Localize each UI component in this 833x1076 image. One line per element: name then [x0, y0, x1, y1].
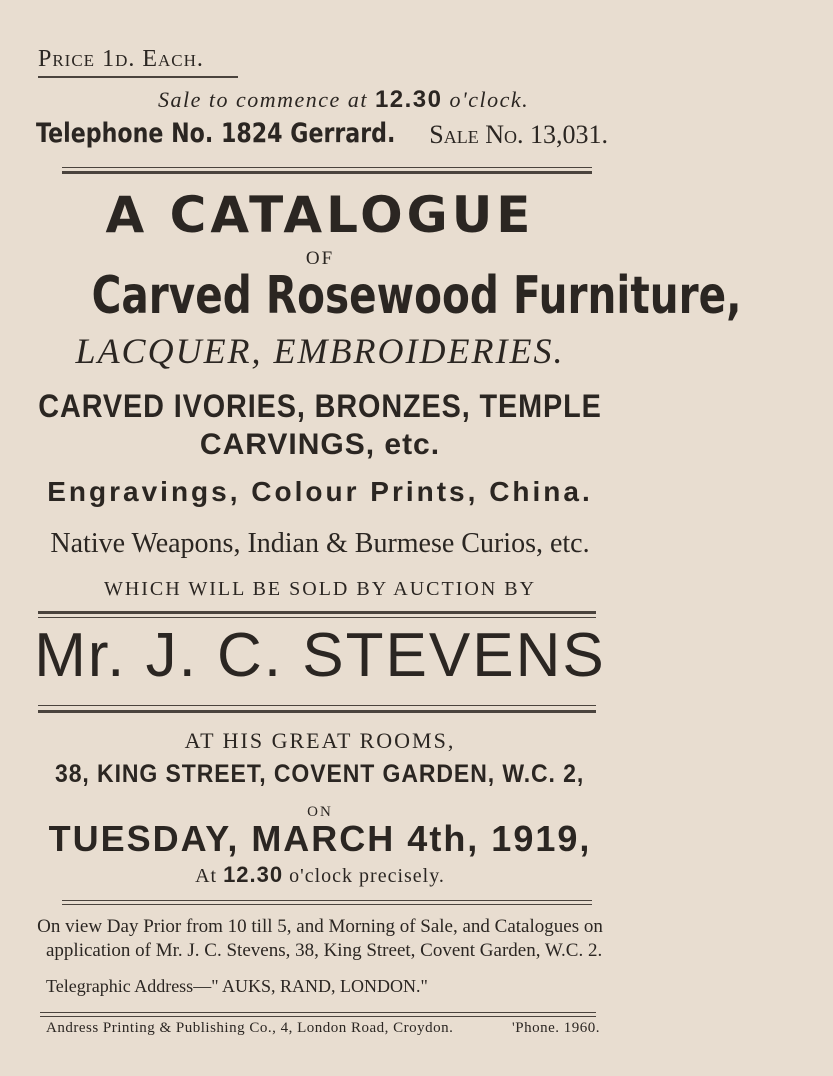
auction-intro — [0, 578, 640, 601]
title-ivories-text: CARVED IVORIES, BRONZES, TEMPLE — [38, 388, 602, 424]
rooms-text: AT HIS GREAT ROOMS, — [184, 728, 456, 753]
price-underline — [38, 76, 238, 78]
title-furniture — [0, 266, 742, 326]
title-engravings — [0, 476, 640, 509]
printer-text: Andress Printing & Publishing Co., 4, London Road, Croydon. — [46, 1020, 454, 1036]
divider-auctioneer-bottom-1 — [38, 705, 596, 706]
title-ivories — [0, 388, 640, 425]
telegraphic-text: Telegraphic Address—" AUKS, RAND, LONDON." — [46, 976, 428, 996]
sale-number-text: Sale No. 13,031. — [429, 120, 608, 149]
telephone-line — [36, 118, 396, 149]
printer-line — [46, 1020, 466, 1037]
auction-date — [0, 818, 640, 860]
price-text: Price 1d. Each. — [38, 46, 204, 72]
divider-mid-2 — [62, 904, 592, 905]
sale-time-line — [158, 86, 618, 114]
title-carvings — [0, 428, 640, 462]
title-furniture-text: Carved Rosewood Furniture, — [91, 266, 742, 326]
view-line-2 — [46, 940, 626, 962]
catalogue-heading-text: A CATALOGUE — [105, 186, 535, 244]
auctioneer-name-text: Mr. J. C. STEVENS — [34, 621, 606, 690]
address-text: 38, KING STREET, COVENT GARDEN, W.C. 2, — [55, 760, 585, 788]
auction-time-value: 12.30 — [223, 862, 284, 887]
of-text: OF — [305, 248, 335, 269]
telegraphic-line — [46, 976, 606, 997]
view-text-2: application of Mr. J. C. Stevens, 38, King Street, Covent Garden, W.C. 2. — [46, 940, 603, 961]
sale-time-value: 12.30 — [374, 86, 443, 113]
divider-top-2 — [62, 171, 592, 174]
price-line — [38, 46, 338, 73]
divider-mid-1 — [62, 900, 592, 901]
on-text: ON — [307, 804, 333, 820]
telephone-text: Telephone No. 1824 Gerrard. — [36, 118, 396, 149]
sale-number-line — [358, 120, 608, 150]
auctioneer-name — [0, 620, 640, 691]
divider-top-1 — [62, 167, 592, 168]
title-lacquer-text: LACQUER, EMBROIDERIES. — [75, 331, 565, 371]
rooms-line — [0, 728, 640, 754]
title-lacquer — [0, 330, 640, 372]
title-engravings-text: Engravings, Colour Prints, China. — [47, 476, 593, 507]
printer-phone-text: 'Phone. 1960. — [512, 1020, 600, 1036]
title-weapons — [0, 528, 640, 560]
divider-bottom-1 — [40, 1012, 596, 1013]
view-text: On view Day Prior from 10 till 5, and Morning of Sale, and Catalogues on — [37, 916, 603, 937]
divider-auctioneer-bottom-2 — [38, 710, 596, 713]
divider-auctioneer-top-2 — [38, 617, 596, 618]
title-carvings-text: CARVINGS, etc. — [199, 428, 441, 461]
printer-phone — [480, 1020, 600, 1037]
sale-time-suffix: o'clock. — [449, 87, 530, 112]
title-weapons-text: Native Weapons, Indian & Burmese Curios, etc. — [50, 528, 590, 559]
divider-auctioneer-top-1 — [38, 611, 596, 614]
auction-date-text: TUESDAY, MARCH 4th, 1919, — [48, 818, 592, 859]
sale-time-prefix: Sale to commence at — [158, 87, 368, 112]
auction-time: At 12.30 o'clock precisely. — [195, 862, 445, 887]
catalogue-heading — [0, 186, 640, 244]
address-line — [0, 760, 640, 789]
divider-bottom-2 — [40, 1016, 596, 1017]
view-line — [0, 916, 640, 938]
auction-intro-text: WHICH WILL BE SOLD BY AUCTION BY — [103, 578, 537, 600]
